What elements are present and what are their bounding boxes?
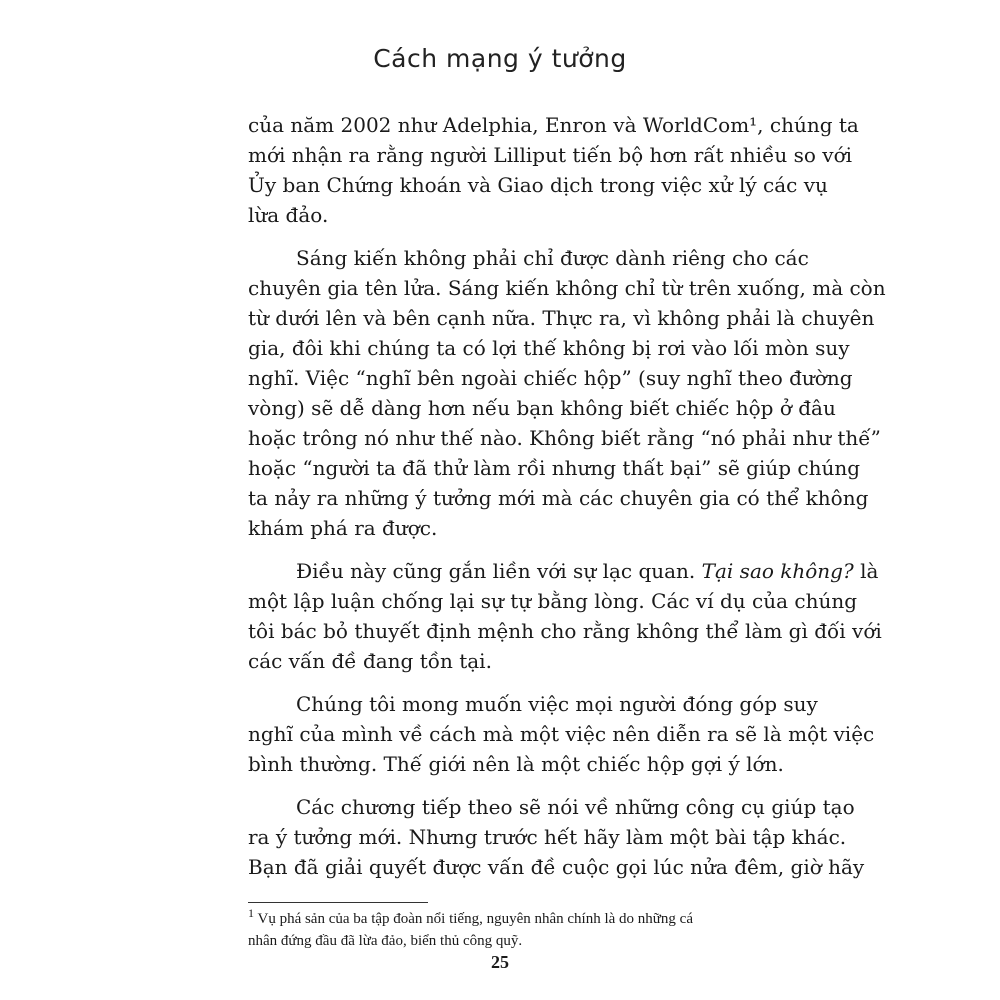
text-line: lừa đảo. xyxy=(248,203,329,227)
text-line: chuyên gia tên lửa. Sáng kiến không chỉ từ trên xuống, mà còn xyxy=(248,276,886,300)
text-segment: là xyxy=(853,559,879,583)
paragraph-2 xyxy=(248,243,886,543)
text-line: hoặc trông nó như thế nào. Không biết rằng “nó phải như thế” xyxy=(248,426,881,450)
text-line: vòng) sẽ dễ dàng hơn nếu bạn không biết chiếc hộp ở đâu xyxy=(248,396,836,420)
text-line: từ dưới lên và bên cạnh nữa. Thực ra, vì không phải là chuyên xyxy=(248,306,875,330)
text-line: mới nhận ra rằng người Lilliput tiến bộ hơn rất nhiều so với xyxy=(248,143,853,167)
text-line: một lập luận chống lại sự tự bằng lòng. Các ví dụ của chúng xyxy=(248,589,858,613)
text-line: Bạn đã giải quyết được vấn đề cuộc gọi lúc nửa đêm, giờ hãy xyxy=(248,855,865,879)
footnote-text: Vụ phá sản của ba tập đoàn nổi tiếng, nguyên nhân chính là do những cá xyxy=(257,911,693,927)
text-line: khám phá ra được. xyxy=(248,516,438,540)
text-line: hoặc “người ta đã thử làm rồi nhưng thất bại” sẽ giúp chúng xyxy=(248,456,861,480)
text-line: Chúng tôi mong muốn việc mọi người đóng góp suy xyxy=(296,692,818,716)
footnote-line xyxy=(248,908,808,930)
paragraph-4 xyxy=(248,689,875,779)
text-line: ra ý tưởng mới. Nhưng trước hết hãy làm một bài tập khác. xyxy=(248,825,847,849)
running-head: Cách mạng ý tưởng xyxy=(373,44,627,73)
text-line: nghĩ của mình về cách mà một việc nên diễn ra sẽ là một việc xyxy=(248,722,875,746)
text-line: tôi bác bỏ thuyết định mệnh cho rằng không thể làm gì đối với xyxy=(248,619,882,643)
text-line: của năm 2002 như Adelphia, Enron và WorldCom¹, chúng ta xyxy=(248,113,859,137)
text-line xyxy=(248,556,879,586)
footnote-divider xyxy=(248,902,428,903)
text-segment: Điều này cũng gắn liền với sự lạc quan. xyxy=(296,559,702,583)
footnote-line: nhân đứng đầu đã lừa đảo, biển thủ công quỹ. xyxy=(248,933,523,949)
paragraph-1 xyxy=(248,110,859,230)
footnote xyxy=(248,908,808,952)
text-line: bình thường. Thế giới nên là một chiếc hộp gợi ý lớn. xyxy=(248,752,784,776)
footnote-marker: 1 xyxy=(248,906,254,920)
text-line: Ủy ban Chứng khoán và Giao dịch trong việc xử lý các vụ xyxy=(248,173,828,197)
paragraph-5 xyxy=(248,792,865,882)
paragraph-3 xyxy=(248,556,882,676)
text-line: các vấn đề đang tồn tại. xyxy=(248,649,492,673)
italic-phrase: Tại sao không? xyxy=(701,559,854,583)
page-number: 25 xyxy=(491,952,509,972)
text-line: Các chương tiếp theo sẽ nói về những công cụ giúp tạo xyxy=(296,795,855,819)
text-line: nghĩ. Việc “nghĩ bên ngoài chiếc hộp” (suy nghĩ theo đường xyxy=(248,366,853,390)
text-line: ta nảy ra những ý tưởng mới mà các chuyên gia có thể không xyxy=(248,486,869,510)
body-text xyxy=(248,110,886,895)
text-line: Sáng kiến không phải chỉ được dành riêng cho các xyxy=(296,246,809,270)
text-line: gia, đôi khi chúng ta có lợi thế không bị rơi vào lối mòn suy xyxy=(248,336,850,360)
